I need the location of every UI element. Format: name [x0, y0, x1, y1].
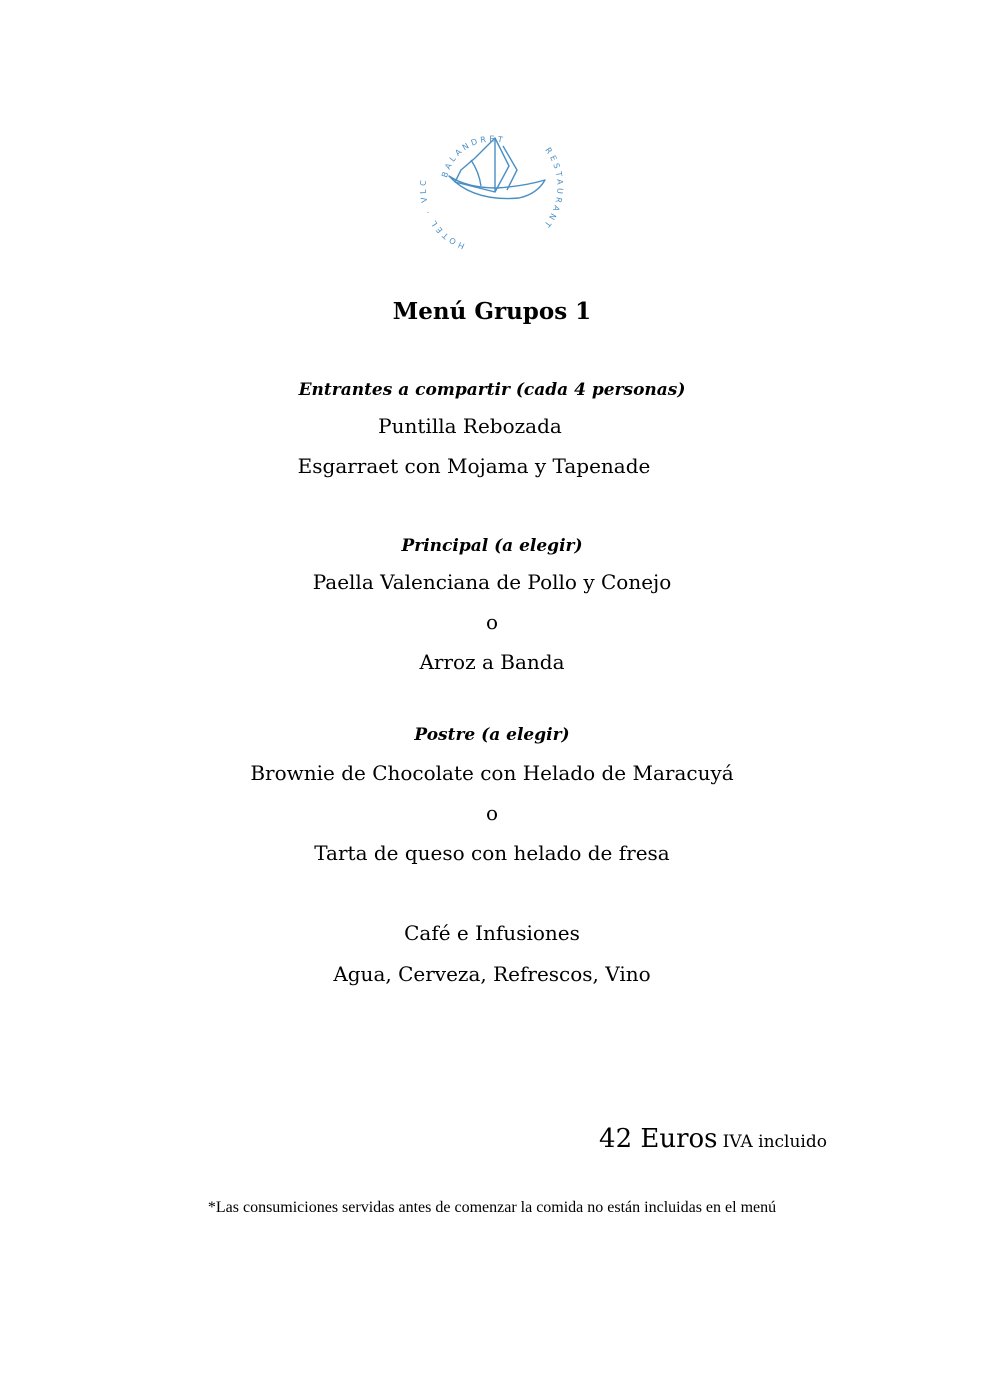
starters-heading: Entrantes a compartir (cada 4 personas): [298, 380, 686, 400]
menu-item: Paella Valenciana de Pollo y Conejo: [312, 570, 672, 594]
price-amount: 42 Euros: [599, 1124, 718, 1154]
extra-item: Agua, Cerveza, Refrescos, Vino: [333, 962, 651, 986]
menu-item-or: o: [485, 610, 499, 634]
menu-item-or: o: [485, 801, 499, 825]
balandret-logo: [407, 110, 577, 270]
footnote: *Las consumiciones servidas antes de comenzar la comida no están incluidas en el menú: [207, 1199, 777, 1216]
menu-item: Arroz a Banda: [419, 650, 565, 674]
logo-text-top: BALANDRET: [440, 134, 507, 179]
menu-title: Menú Grupos 1: [392, 298, 592, 325]
price-note: IVA incluido: [722, 1132, 827, 1152]
price: [599, 1124, 827, 1154]
extra-item: Café e Infusiones: [404, 921, 580, 945]
dessert-heading: Postre (a elegir): [414, 725, 570, 745]
main-heading: Principal (a elegir): [401, 536, 583, 556]
menu-item: Brownie de Chocolate con Helado de Maracuyá: [250, 761, 734, 785]
logo-text-left: HOTEL · VLC: [418, 176, 466, 251]
logo-text-right: RESTAURANT: [540, 145, 565, 232]
menu-item: Puntilla Rebozada: [378, 414, 562, 438]
menu-item: Tarta de queso con helado de fresa: [314, 841, 670, 865]
menu-item: Esgarraet con Mojama y Tapenade: [297, 454, 651, 478]
